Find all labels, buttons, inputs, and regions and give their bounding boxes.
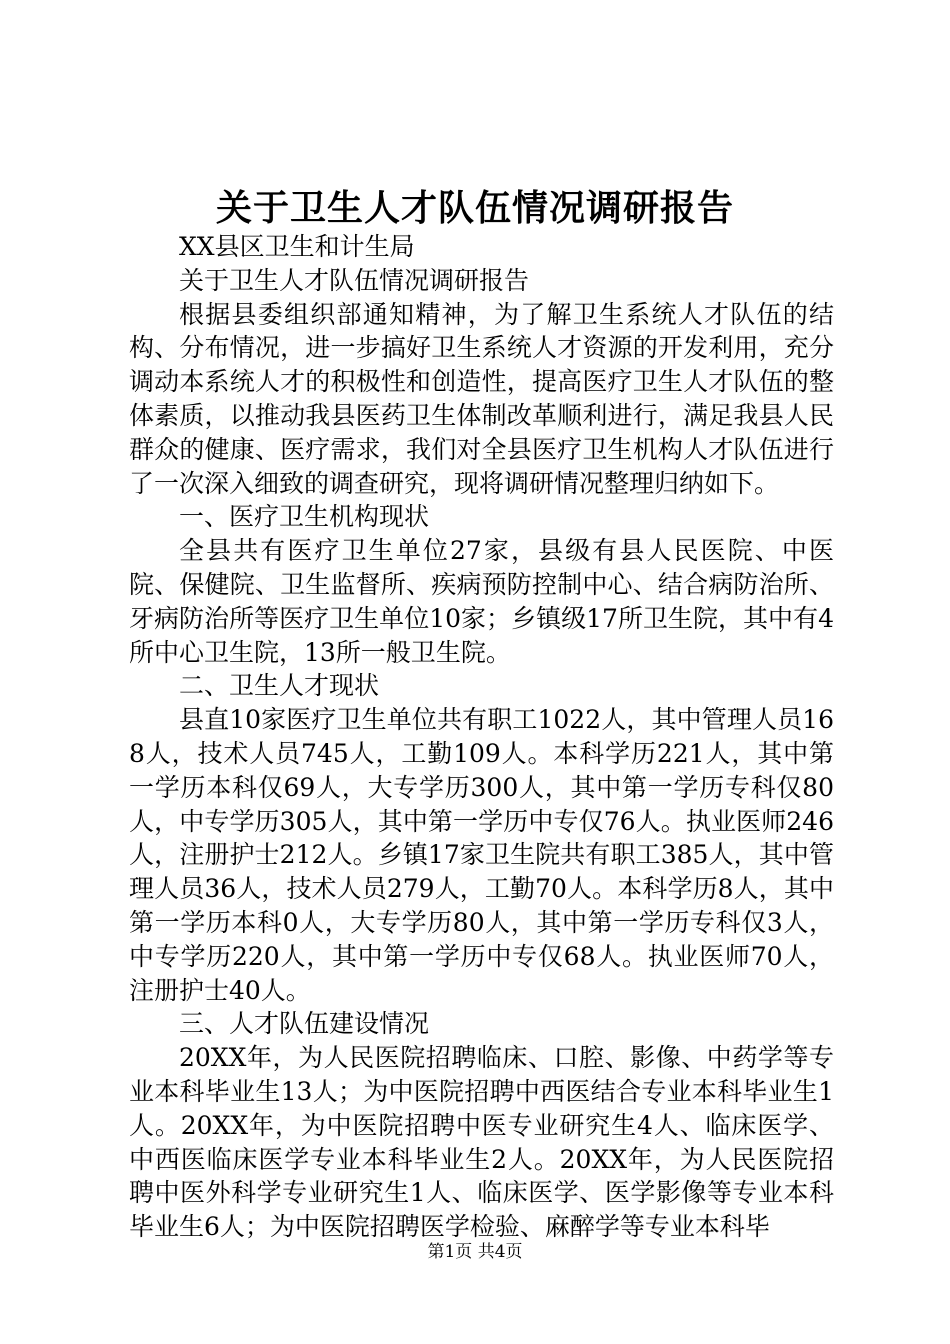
paragraph-recruitment: 20XX年，为人民医院招聘临床、口腔、影像、中药学等专业本科毕业生13人；为中医院招聘中西医结合专业本科毕业生1人。20XX年，为中医院招聘中医专业研究生4人、临床医学、中西医临床医学专业本科毕业生2人。20XX年，为人民医院招聘中医外科学专业研究生1人、临床医学、医学影像等专业本科毕业生6人；为中医院招聘医学检验、麻醉学等专业本科毕: [129, 1043, 834, 1242]
section-heading-3: 三、人才队伍建设情况: [179, 1009, 430, 1039]
page-footer: 第1页 共4页: [427, 1242, 523, 1262]
paragraph-intro: 根据县委组织部通知精神，为了解卫生系统人才队伍的结构、分布情况，进一步搞好卫生系统人才资源的开发利用，充分调动本系统人才的积极性和创造性，提高医疗卫生人才队伍的整体素质，以推动我县医药卫生体制改革顺利进行，满足我县人民群众的健康、医疗需求，我们对全县医疗卫生机构人才队伍进行了一次深入细致的调查研究，现将调研情况整理归纳如下。: [129, 299, 834, 498]
document-title: 关于卫生人才队伍情况调研报告: [215, 187, 734, 229]
paragraph-subtitle: 关于卫生人才队伍情况调研报告: [179, 265, 530, 295]
paragraph-personnel: 县直10家医疗卫生单位共有职工1022人，其中管理人员168人，技术人员745人，工勤109人。本科学历221人，其中第一学历本科仅69人，大专学历300人，其中第一学历专科仅80人，中专学历305人，其中第一学历中专仅76人。执业医师246人，注册护士212人。乡镇17家卫生院共有职工385人，其中管理人员36人，技术人员279人，工勤70人。本科学历8人，其中第一学历本科0人，大专学历80人，其中第一学历专科仅3人，中专学历220人，其中第一学历中专仅68人。执业医师70人，注册护士40人。: [129, 705, 834, 1005]
section-heading-1: 一、医疗卫生机构现状: [179, 502, 430, 532]
section-heading-2: 二、卫生人才现状: [179, 671, 380, 701]
document-body: [129, 230, 834, 1244]
paragraph-issuer: XX县区卫生和计生局: [179, 232, 415, 261]
paragraph-institutions: 全县共有医疗卫生单位27家，县级有县人民医院、中医院、保健院、卫生监督所、疾病预防控制中心、结合病防治所、牙病防治所等医疗卫生单位10家；乡镇级17所卫生院，其中有4所中心卫生院，13所一般卫生院。: [129, 536, 834, 667]
